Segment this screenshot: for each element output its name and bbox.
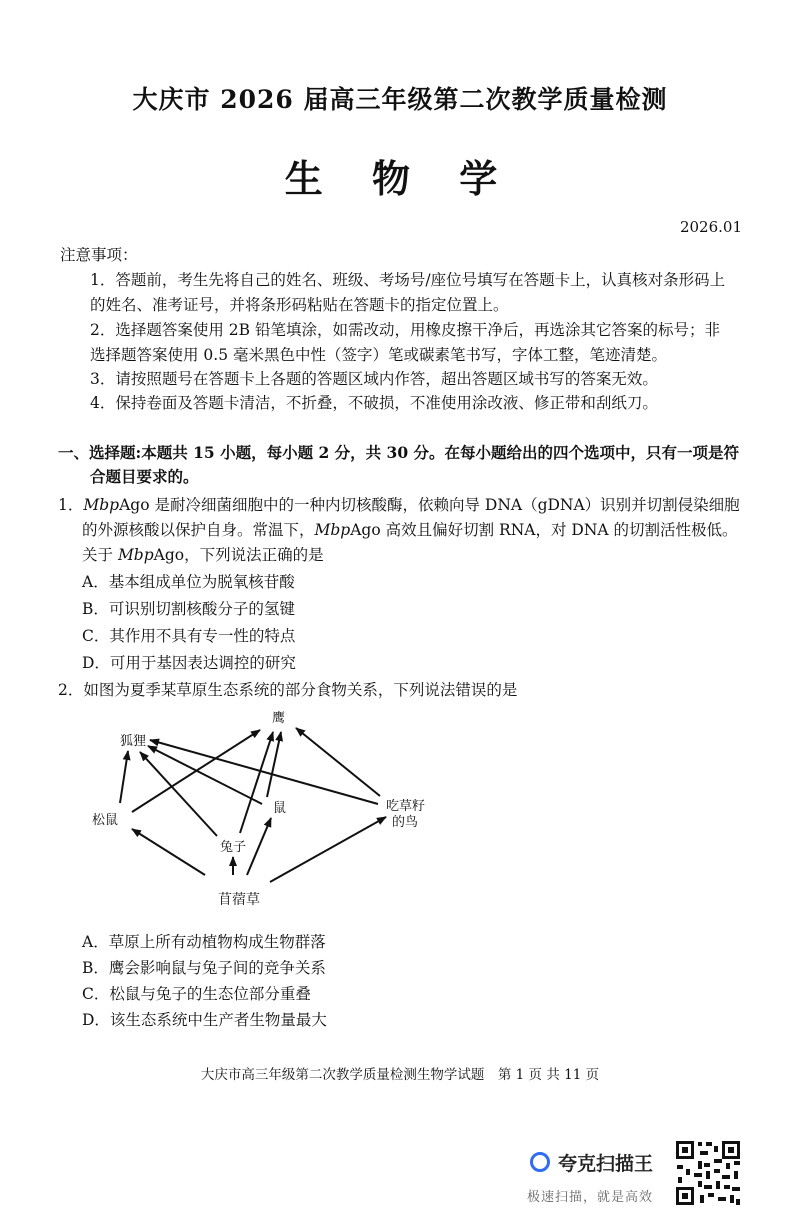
scanner-brand: 夸克扫描王 bbox=[558, 1153, 654, 1175]
scanner-slogan: 极速扫描，就是高效 bbox=[527, 1190, 654, 1205]
italic-term: Mbp bbox=[117, 546, 154, 564]
node-rabbit: 兔子 bbox=[220, 840, 247, 855]
notice-line: 3．请按照题号在答题卡上各题的答题区域内作答，超出答题区域书写的答案无效。 bbox=[90, 370, 658, 388]
node-fox: 狐狸 bbox=[120, 734, 147, 749]
question-1-option-a: A．基本组成单位为脱氧核苷酸 bbox=[82, 573, 295, 591]
notice-line: 4．保持卷面及答题卡清洁，不折叠，不破损，不准使用涂改液、修正带和刮纸刀。 bbox=[90, 394, 658, 412]
section-heading: 一、选择题:本题共 15 小题，每小题 2 分，共 30 分。在每小题给出的四个选项中，只有一项是符 bbox=[58, 443, 740, 462]
notice-line: 的姓名、准考证号，并将条形码粘贴在答题卡的指定位置上。 bbox=[90, 296, 509, 314]
notice-heading: 注意事项： bbox=[60, 246, 138, 264]
question-1-line-3 bbox=[82, 543, 324, 568]
arrow-squirrel-to-fox bbox=[120, 751, 128, 803]
arrow-bird-to-eagle bbox=[296, 728, 380, 796]
question-2-stem: 2．如图为夏季某草原生态系统的部分食物关系，下列说法错误的是 bbox=[58, 681, 518, 699]
question-1-line-2 bbox=[82, 518, 738, 543]
food-web-diagram bbox=[80, 700, 460, 915]
arrow-bird-to-fox bbox=[150, 740, 378, 804]
section-heading-cont: 合题目要求的。 bbox=[90, 467, 199, 486]
node-bird-line-1: 吃草籽 bbox=[386, 799, 426, 814]
notice-line: 选择题答案使用 0.5 毫米黑色中性（签字）笔或碳素笔书写，字体工整，笔迹清楚。 bbox=[90, 346, 668, 364]
notice-line: 2．选择题答案使用 2B 铅笔填涂，如需改动，用橡皮擦干净后，再选涂其它答案的标号；非 bbox=[90, 321, 720, 339]
question-text: Ago 是耐冷细菌细胞中的一种内切核酸酶，依赖向导 DNA（gDNA）识别并切割侵染细胞 bbox=[119, 496, 740, 514]
scanner-logo-icon bbox=[530, 1152, 550, 1172]
exam-date: 2026.01 bbox=[679, 218, 742, 236]
node-eagle: 鹰 bbox=[272, 711, 286, 726]
subject-title: 生 物 学 bbox=[284, 156, 516, 201]
node-bird-line-2: 的鸟 bbox=[392, 815, 419, 830]
question-number: 1． bbox=[58, 496, 84, 514]
question-1-line-1 bbox=[58, 493, 740, 518]
exam-title: 大庆市 2026 届高三年级第二次教学质量检测 bbox=[132, 85, 668, 114]
question-2-option-b: B．鹰会影响鼠与兔子间的竞争关系 bbox=[82, 959, 326, 977]
question-1-option-c: C．其作用不具有专一性的特点 bbox=[82, 627, 296, 645]
node-alfalfa: 苜蓿草 bbox=[218, 892, 260, 908]
qr-code-icon bbox=[674, 1139, 742, 1207]
arrow-alfalfa-to-bird bbox=[270, 817, 386, 882]
question-1-option-d: D．可用于基因表达调控的研究 bbox=[82, 654, 296, 672]
page-footer: 大庆市高三年级第二次教学质量检测生物学试题 第 1 页 共 11 页 bbox=[200, 1067, 600, 1083]
italic-term: Mbp bbox=[314, 521, 351, 539]
node-mouse: 鼠 bbox=[273, 801, 287, 816]
arrow-alfalfa-to-mouse bbox=[247, 818, 271, 875]
italic-term: Mbp bbox=[83, 496, 120, 514]
question-text: 关于 bbox=[82, 546, 118, 564]
question-2-option-c: C．松鼠与兔子的生态位部分重叠 bbox=[82, 985, 311, 1003]
arrow-alfalfa-to-squirrel bbox=[132, 829, 205, 875]
question-text: Ago 高效且偏好切割 RNA，对 DNA 的切割活性极低。 bbox=[350, 521, 738, 539]
arrow-rabbit-to-eagle bbox=[240, 732, 273, 833]
question-1-option-b: B．可识别切割核酸分子的氢键 bbox=[82, 600, 295, 618]
question-text: 的外源核酸以保护自身。常温下， bbox=[82, 521, 315, 539]
question-2-option-d: D．该生态系统中生产者生物量最大 bbox=[82, 1011, 327, 1029]
node-squirrel: 松鼠 bbox=[92, 813, 119, 828]
question-2-option-a: A．草原上所有动植物构成生物群落 bbox=[82, 933, 326, 951]
question-text: Ago，下列说法正确的是 bbox=[153, 546, 324, 564]
notice-line: 1．答题前，考生先将自己的姓名、班级、考场号/座位号填写在答题卡上，认真核对条形码上 bbox=[90, 271, 726, 289]
